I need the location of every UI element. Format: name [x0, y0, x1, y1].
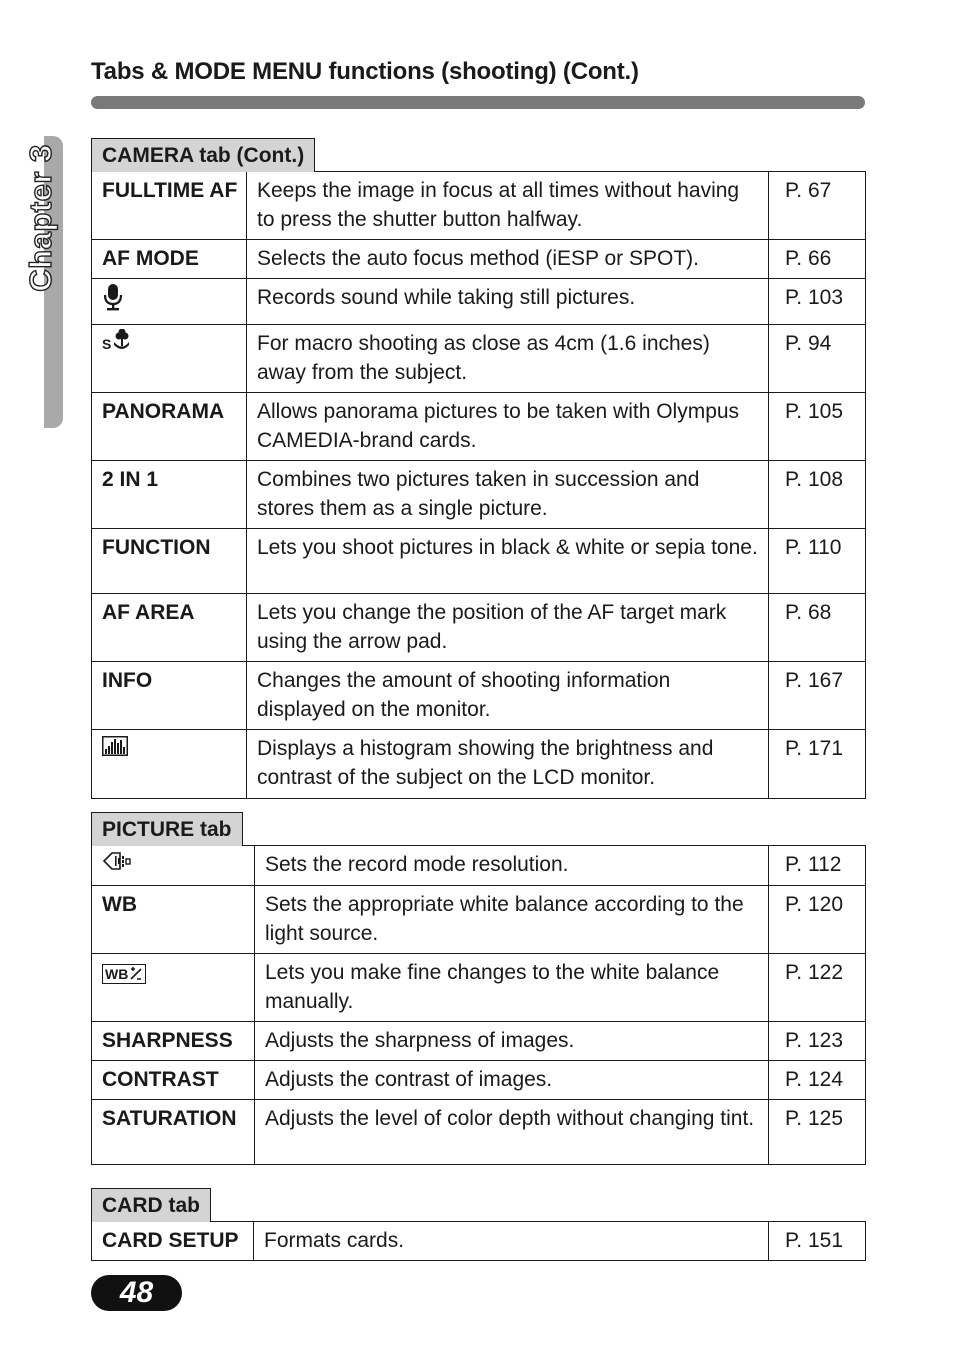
- camera-tab-table: [91, 171, 866, 799]
- function-description: Keeps the image in focus at all times without having to press the shutter button halfway.: [247, 172, 769, 240]
- table-row: [92, 279, 866, 325]
- table-row: [92, 594, 866, 662]
- function-description: Selects the auto focus method (iESP or SPOT).: [247, 240, 769, 279]
- table-row: [92, 393, 866, 461]
- table-row: [92, 172, 866, 240]
- function-description: Lets you make fine changes to the white balance manually.: [255, 954, 769, 1022]
- page-reference: P. 66: [769, 240, 866, 279]
- histogram-icon: [102, 735, 128, 764]
- function-description: Lets you change the position of the AF target mark using the arrow pad.: [247, 594, 769, 662]
- table-row: [92, 730, 866, 799]
- chapter-label: Chapter 3: [23, 144, 58, 292]
- microphone-icon: [102, 283, 124, 319]
- page-reference: P. 68: [769, 594, 866, 662]
- card-tab-section: [91, 1187, 865, 1261]
- function-name: CARD SETUP: [92, 1222, 254, 1261]
- page-reference: P. 103: [769, 279, 866, 325]
- picture-tab-title: PICTURE tab: [91, 812, 243, 846]
- function-description: Allows panorama pictures to be taken with Olympus CAMEDIA-brand cards.: [247, 393, 769, 461]
- page-reference: P. 112: [769, 846, 866, 886]
- function-description: Formats cards.: [254, 1222, 769, 1261]
- function-description: Changes the amount of shooting information displayed on the monitor.: [247, 662, 769, 730]
- wb-adjust-icon-text: WB: [105, 965, 129, 982]
- function-name: AF AREA: [92, 594, 247, 662]
- page-reference: P. 125: [769, 1100, 866, 1165]
- function-name: AF MODE: [92, 240, 247, 279]
- card-tab-table: [91, 1221, 866, 1261]
- page-reference: P. 124: [769, 1061, 866, 1100]
- function-name: SHARPNESS: [92, 1022, 255, 1061]
- function-description: Displays a histogram showing the brightness and contrast of the subject on the LCD monitor.: [247, 730, 769, 799]
- function-description: Records sound while taking still pictures.: [247, 279, 769, 325]
- page-reference: P. 94: [769, 325, 866, 393]
- table-row: [92, 461, 866, 529]
- table-row: [92, 240, 866, 279]
- function-description: Adjusts the sharpness of images.: [255, 1022, 769, 1061]
- table-row: [92, 1222, 866, 1261]
- svg-text:S: S: [102, 336, 112, 352]
- picture-tab-section: [91, 811, 865, 1165]
- page-reference: P. 105: [769, 393, 866, 461]
- function-icon-cell: [92, 279, 247, 325]
- table-row: [92, 886, 866, 954]
- table-row: [92, 529, 866, 594]
- page-reference: P. 120: [769, 886, 866, 954]
- function-name: PANORAMA: [92, 393, 247, 461]
- page-reference: P. 123: [769, 1022, 866, 1061]
- camera-tab-section: [91, 137, 865, 799]
- page-reference: P. 110: [769, 529, 866, 594]
- record-mode-icon: [102, 850, 132, 880]
- wb-adjust-icon: [102, 964, 146, 984]
- function-icon-cell: [92, 730, 247, 799]
- function-name: SATURATION: [92, 1100, 255, 1165]
- table-row: [92, 1022, 866, 1061]
- picture-tab-table: [91, 845, 866, 1165]
- function-icon-cell: [92, 325, 247, 393]
- page-title: Tabs & MODE MENU functions (shooting) (Cont.): [91, 58, 639, 85]
- page-reference: P. 108: [769, 461, 866, 529]
- function-name: FULLTIME AF: [92, 172, 247, 240]
- table-row: [92, 1061, 866, 1100]
- function-icon-cell: [92, 846, 255, 886]
- function-name: FUNCTION: [92, 529, 247, 594]
- super-macro-icon: [102, 329, 130, 361]
- function-description: Adjusts the contrast of images.: [255, 1061, 769, 1100]
- function-name: WB: [92, 886, 255, 954]
- table-row: [92, 846, 866, 886]
- page-number: 48: [91, 1275, 182, 1311]
- function-icon-cell: [92, 954, 255, 1022]
- page-reference: P. 151: [769, 1222, 866, 1261]
- function-description: Combines two pictures taken in succession and stores them as a single picture.: [247, 461, 769, 529]
- camera-tab-title: CAMERA tab (Cont.): [91, 138, 315, 172]
- table-row: [92, 662, 866, 730]
- function-description: Lets you shoot pictures in black & white or sepia tone.: [247, 529, 769, 594]
- title-divider-bar: [91, 96, 865, 109]
- page-reference: P. 122: [769, 954, 866, 1022]
- function-name: 2 IN 1: [92, 461, 247, 529]
- function-description: Adjusts the level of color depth without changing tint.: [255, 1100, 769, 1165]
- page-reference: P. 171: [769, 730, 866, 799]
- table-row: [92, 325, 866, 393]
- function-description: For macro shooting as close as 4cm (1.6 inches) away from the subject.: [247, 325, 769, 393]
- function-name: INFO: [92, 662, 247, 730]
- function-description: Sets the record mode resolution.: [255, 846, 769, 886]
- page-reference: P. 67: [769, 172, 866, 240]
- function-name: CONTRAST: [92, 1061, 255, 1100]
- card-tab-title: CARD tab: [91, 1188, 211, 1222]
- table-row: [92, 954, 866, 1022]
- page-reference: P. 167: [769, 662, 866, 730]
- function-description: Sets the appropriate white balance according to the light source.: [255, 886, 769, 954]
- table-row: [92, 1100, 866, 1165]
